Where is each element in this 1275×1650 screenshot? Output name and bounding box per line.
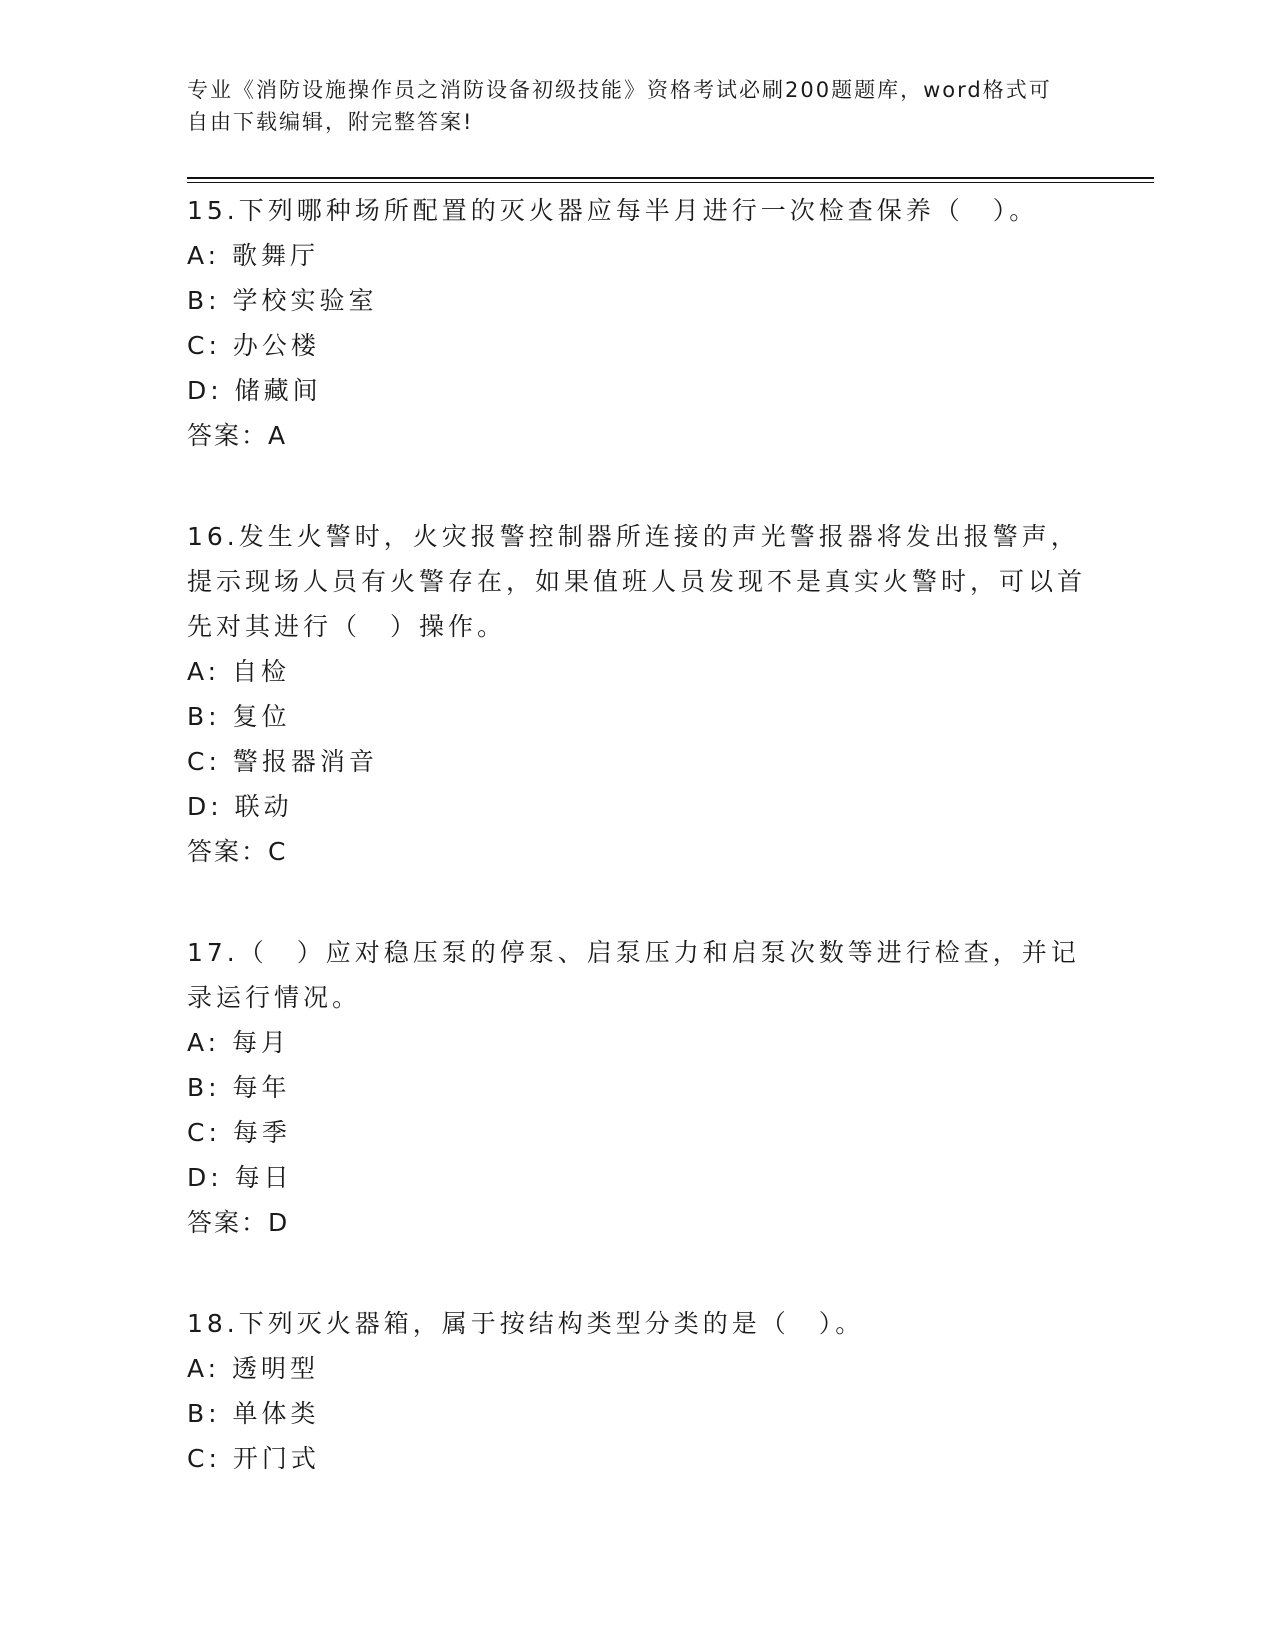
answer-label: 答案：C [187,837,288,866]
question-stem: 16.发生火警时，火灾报警控制器所连接的声光警报器将发出报警声，提示现场人员有火警存在，如果值班人员发现不是真实火警时，可以首先对其进行（ ）操作。 [187,522,1087,641]
question-stem: 17.（ ）应对稳压泵的停泵、启泵压力和启泵次数等进行检查，并记录运行情况。 [187,938,1080,1012]
question-list [187,188,1087,1536]
question-15 [187,188,1087,459]
document-header: 专业《消防设施操作员之消防设备初级技能》资格考试必刷200题题库，word格式可自由下载编辑，附完整答案! [187,78,1052,134]
option-b: B: 每年 [187,1073,291,1102]
answer-label: 答案：D [187,1208,290,1237]
question-stem: 18.下列灭火器箱，属于按结构类型分类的是（ ）。 [187,1309,865,1338]
option-c: C: 开门式 [187,1444,320,1473]
option-c: C: 警报器消音 [187,747,378,776]
option-c: C: 办公楼 [187,331,320,360]
option-b: B: 单体类 [187,1399,320,1428]
option-a: A: 自检 [187,657,291,686]
question-18 [187,1301,1087,1481]
question-stem: 15.下列哪种场所配置的灭火器应每半月进行一次检查保养（ ）。 [187,196,1039,225]
answer-label: 答案：A [187,421,288,450]
option-d: D: 每日 [187,1163,293,1192]
option-d: D: 联动 [187,792,293,821]
option-b: B: 学校实验室 [187,286,378,315]
question-17 [187,930,1087,1246]
option-c: C: 每季 [187,1118,291,1147]
option-a: A: 每月 [187,1028,291,1057]
question-16 [187,514,1087,875]
option-a: A: 透明型 [187,1354,320,1383]
option-a: A: 歌舞厅 [187,241,320,270]
header-divider-thin [187,182,1154,183]
option-d: D: 储藏间 [187,376,322,405]
option-b: B: 复位 [187,702,291,731]
header-divider-thick [187,177,1154,179]
